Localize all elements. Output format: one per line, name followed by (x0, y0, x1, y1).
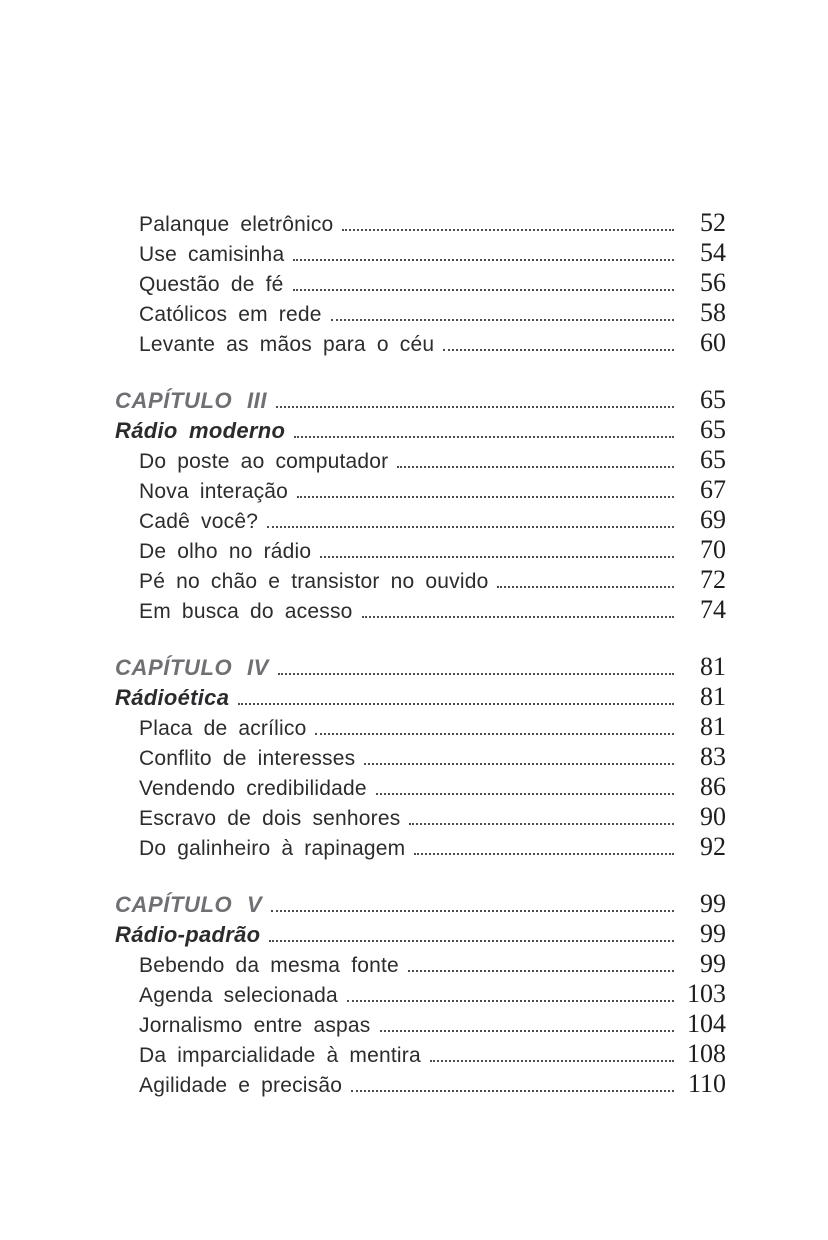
toc-entry (115, 832, 726, 862)
toc-entry-page-number: 90 (700, 802, 726, 831)
chapter-heading (115, 652, 726, 682)
toc-entry-page-number: 83 (700, 742, 726, 771)
toc-entry-label: Levante as mãos para o céu (139, 333, 435, 356)
toc-entry (115, 712, 726, 742)
dot-leader (364, 763, 674, 765)
toc-entry-page-number: 58 (700, 298, 726, 327)
toc-entry-label: Agilidade e precisão (139, 1074, 343, 1097)
toc-entry-label: Do poste ao computador (139, 450, 389, 473)
toc-entry-label: Placa de acrílico (139, 717, 307, 740)
toc-entry (115, 565, 726, 595)
toc-entry (115, 238, 726, 268)
toc-entry-page-number: 69 (700, 505, 726, 534)
dot-leader (362, 616, 674, 618)
toc-entry-label: Da imparcialidade à mentira (139, 1044, 421, 1067)
chapter-heading (115, 889, 726, 919)
toc-entry-label: Use camisinha (139, 243, 285, 266)
dot-leader (397, 466, 674, 468)
toc-entry-page-number: 81 (700, 712, 726, 741)
toc-entry-label: Escravo de dois senhores (139, 807, 401, 830)
toc-entry-page-number: 72 (700, 565, 726, 594)
chapter-heading-label: CAPÍTULO IV (115, 655, 269, 680)
toc-entry-label: Em busca do acesso (139, 600, 353, 623)
toc-entry-page-number: 104 (687, 1009, 726, 1038)
toc-entry-page-number: 54 (700, 238, 726, 267)
toc-entry-label: Do galinheiro à rapinagem (139, 837, 406, 860)
toc-entry (115, 268, 726, 298)
toc-entry (115, 802, 726, 832)
toc-entry-label: Jornalismo entre aspas (139, 1014, 371, 1037)
dot-leader (497, 586, 674, 588)
toc-section (115, 385, 726, 625)
dot-leader (408, 970, 674, 972)
chapter-heading-page-number: 99 (700, 889, 726, 918)
dot-leader (331, 319, 674, 321)
dot-leader (294, 436, 674, 438)
toc-entry-label: Vendendo credibilidade (139, 777, 367, 800)
chapter-subtitle (115, 415, 726, 445)
toc-entry-label: Agenda selecionada (139, 984, 338, 1007)
chapter-heading-label: CAPÍTULO III (115, 388, 268, 413)
toc-entry-page-number: 67 (700, 475, 726, 504)
toc-entry (115, 328, 726, 358)
toc-entry-page-number: 65 (700, 445, 726, 474)
chapter-heading-page-number: 81 (700, 652, 726, 681)
dot-leader (376, 793, 674, 795)
toc-entry-label: Questão de fé (139, 273, 284, 296)
dot-leader (278, 673, 674, 675)
toc-entry-page-number: 99 (700, 949, 726, 978)
chapter-subtitle-label: Rádio moderno (115, 418, 286, 443)
chapter-subtitle-label: Rádio-padrão (115, 922, 261, 947)
toc-entry-page-number: 60 (700, 328, 726, 357)
toc-entry-label: Católicos em rede (139, 303, 322, 326)
toc-entry-page-number: 56 (700, 268, 726, 297)
toc-entry (115, 595, 726, 625)
toc-entry-page-number: 103 (687, 979, 726, 1008)
dot-leader (320, 556, 674, 558)
toc-entry-label: Cadê você? (139, 510, 259, 533)
toc-entry-page-number: 110 (687, 1069, 726, 1098)
chapter-subtitle-page-number: 99 (700, 919, 726, 948)
dot-leader (430, 1060, 674, 1062)
chapter-subtitle-page-number: 65 (700, 415, 726, 444)
toc-entry (115, 772, 726, 802)
dot-leader (409, 823, 674, 825)
toc-entry (115, 949, 726, 979)
dot-leader (271, 910, 674, 912)
toc-entry (115, 208, 726, 238)
toc-sections (115, 208, 726, 1099)
dot-leader (297, 496, 674, 498)
chapter-subtitle (115, 682, 726, 712)
dot-leader (293, 289, 674, 291)
toc-entry-page-number: 70 (700, 535, 726, 564)
chapter-subtitle-page-number: 81 (700, 682, 726, 711)
dot-leader (269, 940, 674, 942)
chapter-heading-page-number: 65 (700, 385, 726, 414)
dot-leader (443, 349, 674, 351)
toc-section (115, 652, 726, 862)
dot-leader (380, 1030, 674, 1032)
toc-entry (115, 979, 726, 1009)
dot-leader (293, 259, 674, 261)
toc-entry-page-number: 86 (700, 772, 726, 801)
toc-entry (115, 1069, 726, 1099)
toc-entry (115, 1039, 726, 1069)
toc-entry-page-number: 74 (700, 595, 726, 624)
toc-entry-label: Bebendo da mesma fonte (139, 954, 399, 977)
chapter-heading (115, 385, 726, 415)
dot-leader (414, 853, 674, 855)
dot-leader (276, 406, 674, 408)
toc-entry (115, 742, 726, 772)
toc-entry (115, 475, 726, 505)
toc-entry (115, 445, 726, 475)
chapter-heading-label: CAPÍTULO V (115, 892, 263, 917)
toc-entry-label: De olho no rádio (139, 540, 312, 563)
toc-section (115, 208, 726, 358)
toc-entry-page-number: 92 (700, 832, 726, 861)
toc-entry-page-number: 52 (700, 208, 726, 237)
toc-entry (115, 535, 726, 565)
toc-entry (115, 505, 726, 535)
dot-leader (347, 1000, 674, 1002)
toc-section (115, 889, 726, 1099)
chapter-subtitle (115, 919, 726, 949)
dot-leader (351, 1090, 674, 1092)
dot-leader (238, 703, 674, 705)
dot-leader (342, 229, 674, 231)
toc-entry-label: Pé no chão e transistor no ouvido (139, 570, 489, 593)
toc-entry (115, 298, 726, 328)
toc-entry (115, 1009, 726, 1039)
toc-entry-label: Nova interação (139, 480, 289, 503)
dot-leader (267, 526, 674, 528)
toc-entry-page-number: 108 (687, 1039, 726, 1068)
toc-entry-label: Conflito de interesses (139, 747, 356, 770)
toc-entry-label: Palanque eletrônico (139, 213, 334, 236)
chapter-subtitle-label: Rádioética (115, 685, 230, 710)
dot-leader (315, 733, 674, 735)
